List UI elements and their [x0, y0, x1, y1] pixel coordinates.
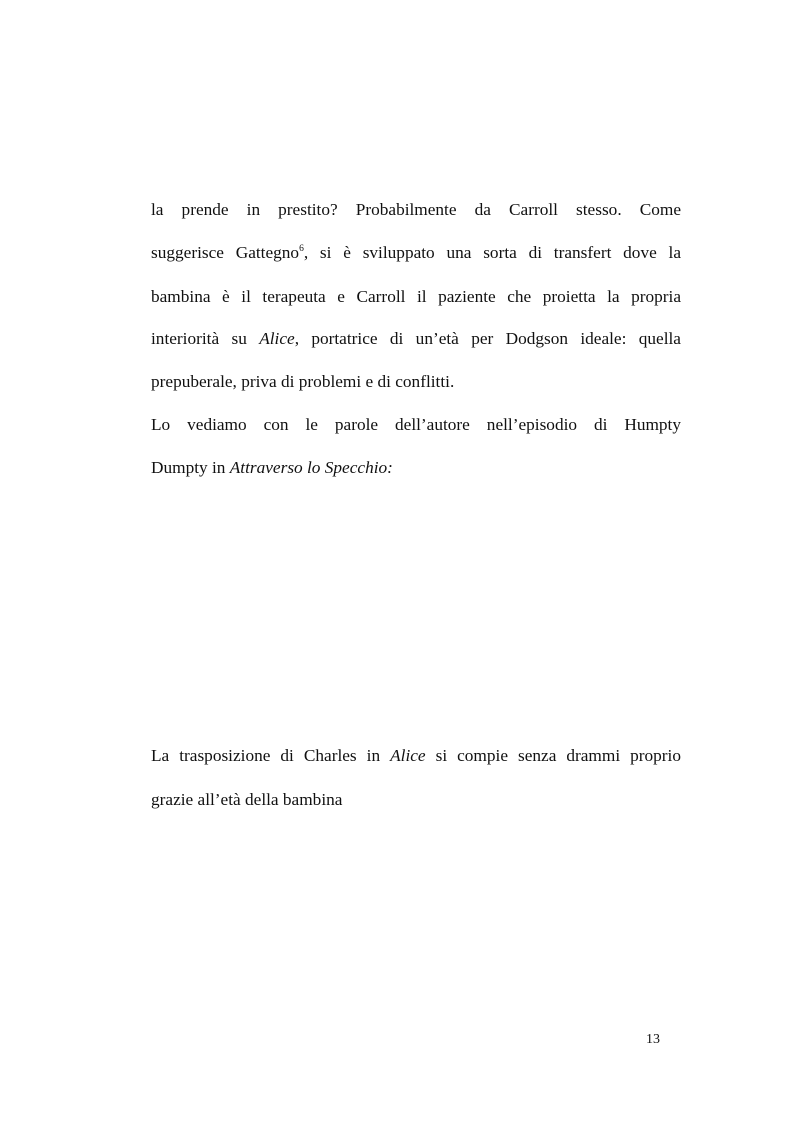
text-span: prepuberale, priva di problemi e di conflitti. — [151, 372, 455, 391]
text-span: grazie all’età della bambina — [151, 790, 343, 809]
paragraph-3-line-2 — [151, 789, 681, 811]
paragraph-1-line-2 — [151, 242, 681, 264]
paragraph-3-line-1 — [151, 745, 681, 767]
paragraph-2-line-1 — [151, 414, 681, 436]
paragraph-2-line-2 — [151, 457, 681, 479]
paragraph-1-line-3 — [151, 286, 681, 308]
italic-title: Attraverso lo Specchio: — [229, 458, 393, 477]
text-span: interiorità su — [151, 329, 260, 348]
footnote-ref-6[interactable]: 6 — [299, 243, 304, 254]
text-span: , portatrice di un’età per Dodgson ideale: quella — [294, 329, 681, 348]
text-span: suggerisce Gattegno — [151, 243, 300, 262]
text-span: la prende in prestito? Probabilmente da Carroll stesso. Come — [151, 200, 681, 219]
paragraph-1-line-1 — [151, 199, 681, 221]
text-span: Lo vediamo con le parole dell’autore nell’episodio di Humpty — [151, 415, 681, 434]
italic-title: Alice — [390, 746, 426, 765]
text-span: Dumpty in — [151, 458, 230, 477]
paragraph-1-line-4 — [151, 328, 681, 350]
page-number: 13 — [646, 1032, 660, 1047]
text-span: bambina è il terapeuta e Carroll il paziente che proietta la propria — [151, 287, 681, 306]
text-span: , si è sviluppato una sorta di transfert dove la — [303, 243, 682, 262]
text-span: si compie senza drammi proprio — [425, 746, 681, 765]
text-span: La trasposizione di Charles in — [151, 746, 391, 765]
paragraph-1-line-5 — [151, 371, 681, 393]
italic-title: Alice — [259, 329, 295, 348]
